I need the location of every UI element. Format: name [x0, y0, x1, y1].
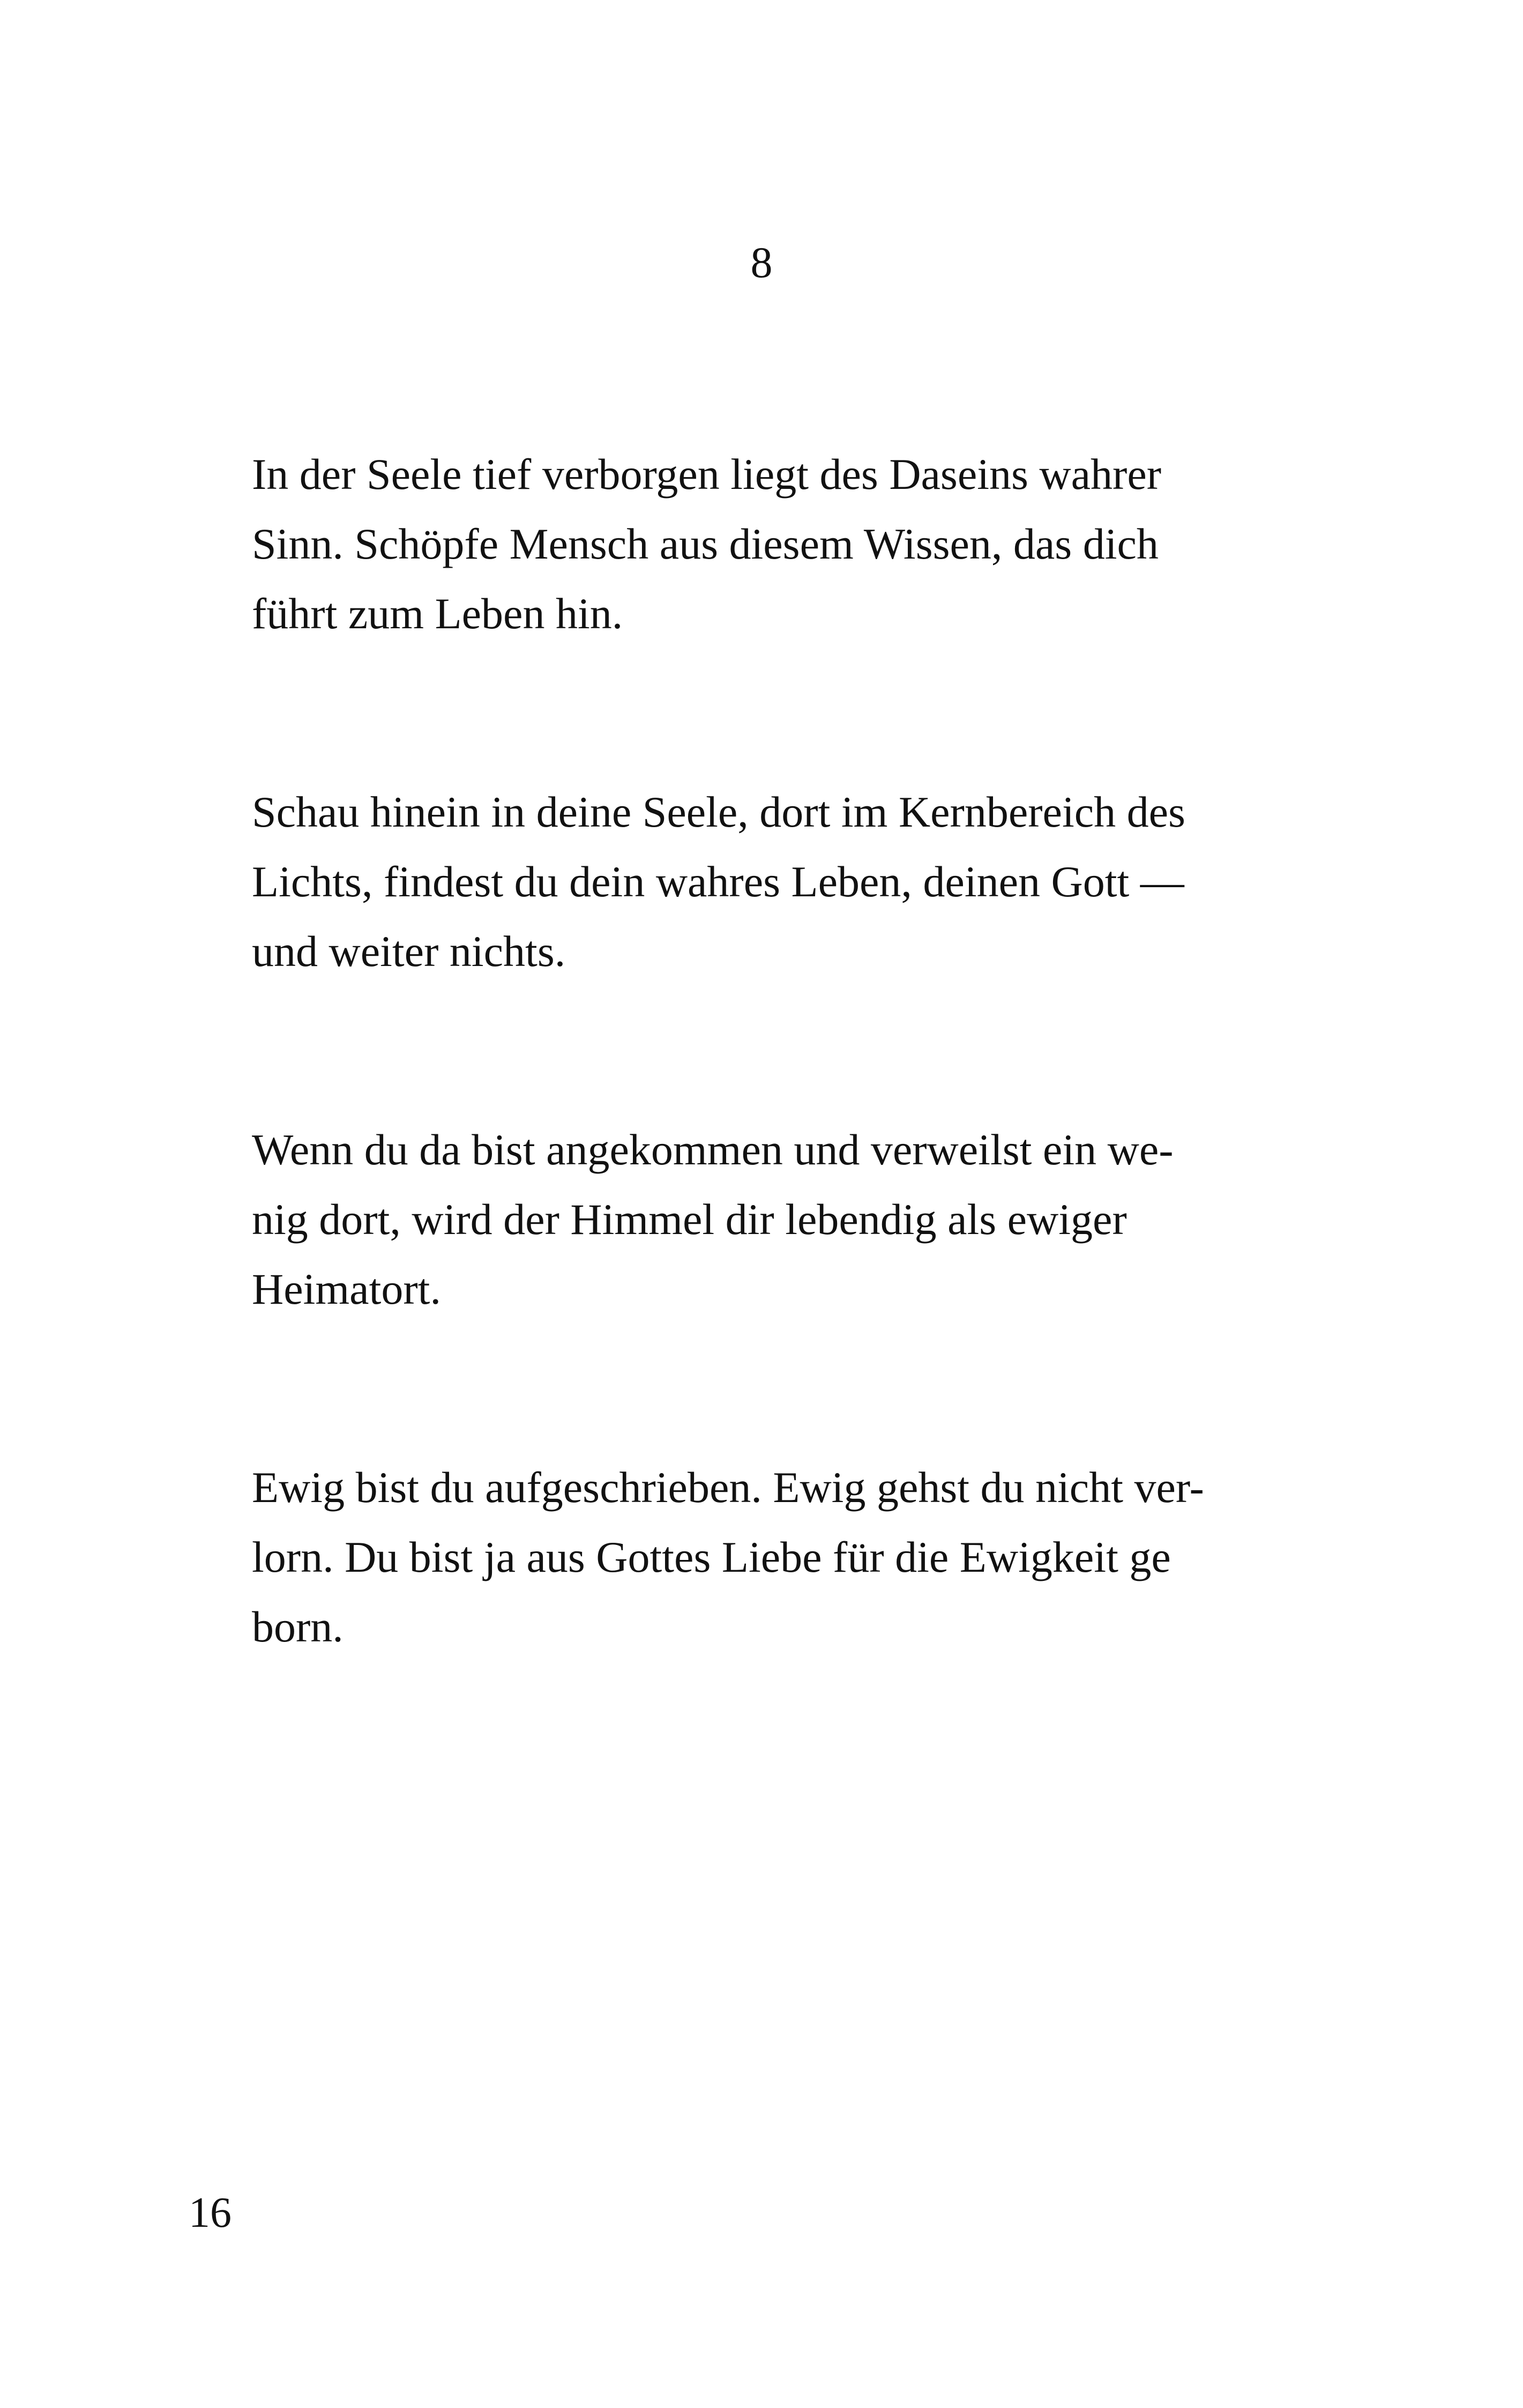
stanza-line: Lichts, findest du dein wahres Leben, deinen Gott —	[252, 857, 1184, 906]
stanza-line: In der Seele tief verborgen liegt des Daseins wahrer	[252, 450, 1162, 499]
stanza-line: nig dort, wird der Himmel dir lebendig als ewiger	[252, 1195, 1127, 1244]
stanza-1	[252, 440, 1302, 649]
stanza-2	[252, 777, 1302, 986]
stanza-line: Heimatort.	[252, 1265, 441, 1313]
stanza-line: führt zum Leben hin.	[252, 589, 623, 638]
section-number: 8	[750, 238, 773, 287]
stanza-3	[252, 1115, 1302, 1324]
poem-body	[252, 440, 1302, 1790]
stanza-4	[252, 1453, 1302, 1662]
stanza-line: Wenn du da bist angekommen und verweilst ein we-	[252, 1125, 1174, 1174]
stanza-line: Sinn. Schöpfe Mensch aus diesem Wissen, das dich	[252, 519, 1159, 568]
stanza-line: Ewig bist du aufgeschrieben. Ewig gehst du nicht ver-	[252, 1463, 1204, 1512]
stanza-line: und weiter nichts.	[252, 927, 566, 976]
stanza-line: Schau hinein in deine Seele, dort im Kernbereich des	[252, 787, 1185, 836]
page-number: 16	[189, 2189, 232, 2236]
stanza-line: born.	[252, 1602, 344, 1651]
stanza-line: lorn. Du bist ja aus Gottes Liebe für die Ewigkeit ge	[252, 1533, 1171, 1581]
